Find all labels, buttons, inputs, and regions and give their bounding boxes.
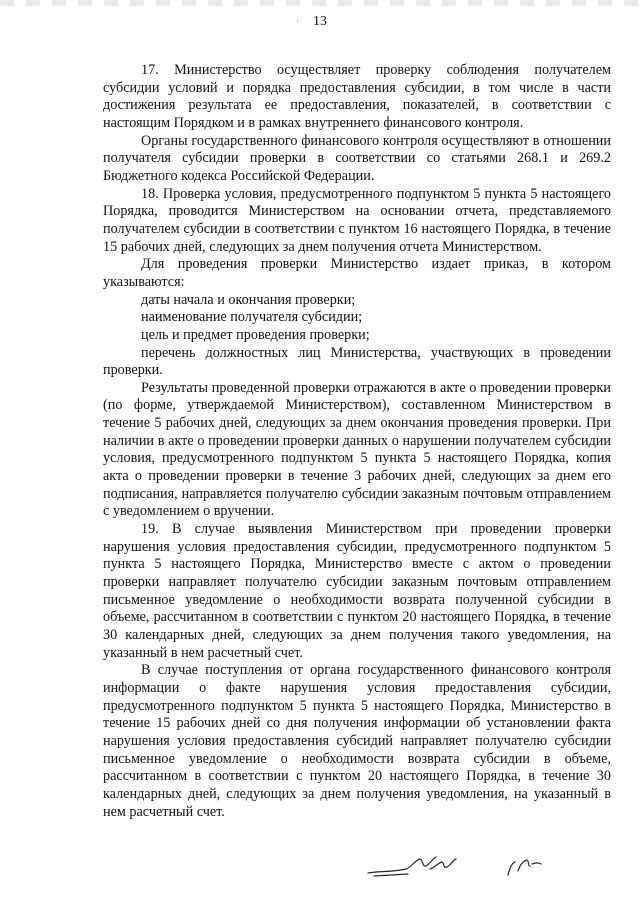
list-item-purpose: цель и предмет проведения проверки; (141, 326, 370, 343)
list-item-recipient-name: наименование получателя субсидии; (141, 309, 363, 326)
paragraph-inspection-results: Результаты проведенной проверки отражаются в акте о проведении проверки (по форме, утверждаемой Министерством), составленном Министерством в течение 5 рабочих дней, следующих за днем окончания проведения проверки. При наличии в акте о проведении проверки данных о нарушении получателем субсидии условия, предусмотренного подпунктом 5 пункта 5 настоящего Порядка, копия акта о проведении проверки в течение 3 рабочих дней, следующих за днем его подписания, направляется получателю субсидии заказным почтовым отправлением с уведомлением о вручении. (103, 379, 611, 520)
paragraph-19: 19. В случае выявления Министерством при проведении проверки нарушения условия предоставления субсидии, предусмотренного подпунктом 5 пункта 5 настоящего Порядка, Министерство вместе с актом о проведении проверки направляет получателю субсидии заказным почтовым отправлением письменное уведомление о необходимости возврата полученной субсидии в объеме, рассчитанном в соответствии с пунктом 20 настоящего Порядка, в течение 30 календарных дней, следующих за днем получения такого уведомления, на указанный в нем расчетный счет. (103, 521, 611, 661)
paragraph-order-intro: Для проведения проверки Министерство издает приказ, в котором указываются: (103, 256, 611, 290)
paragraph-17: 17. Министерство осуществляет проверку соблюдения получателем субсидии условий и порядка предоставления субсидии, в том числе в части достижения результата ее предоставления, показателей, в соответствии с настоящим Порядком и в рамках внутреннего финансового контроля. (103, 62, 611, 131)
paragraph-18: 18. Проверка условия, предусмотренного подпунктом 5 пункта 5 настоящего Порядка, проводится Министерством на основании отчета, представляемого получателем субсидии в соответствии с пунктом 16 настоящего Порядка, в течение 15 рабочих дней, следующих за днем получения отчета Министерством. (103, 185, 611, 255)
paragraph-state-control-violation: В случае поступления от органа государственного финансового контроля информации о факте нарушения условия предоставления субсидии, предусмотренного подпунктом 5 пункта 5 настоящего Порядка, Министерство в течение 15 рабочих дней со дня получения информации об установлении факта нарушения условия предоставления субсидий направляет получателю субсидии письменное уведомление о необходимости возврата субсидии в объеме, рассчитанном в соответствии с пунктом 20 настоящего Порядка, в течение 30 календарных дней, следующих за днем получения уведомления, на указанный в нем расчетный счет. (103, 662, 611, 820)
scan-edge-artifact (0, 0, 640, 6)
page-number (0, 14, 640, 30)
page-number-value: 13 (313, 14, 327, 29)
document-body (103, 62, 611, 821)
list-item-dates: даты начала и окончания проверки; (141, 291, 356, 308)
list-item-officials: перечень должностных лиц Министерства, участвующих в проведении проверки. (103, 344, 611, 379)
scan-mark: · (296, 16, 299, 26)
initials-signatures (360, 845, 560, 885)
paragraph-state-control: Органы государственного финансового контроля осуществляют в отношении получателя субсидии проверки в соответствии со статьями 268.1 и 269.2 Бюджетного кодекса Российской Федерации. (103, 132, 611, 184)
handwritten-signatures (360, 845, 560, 885)
